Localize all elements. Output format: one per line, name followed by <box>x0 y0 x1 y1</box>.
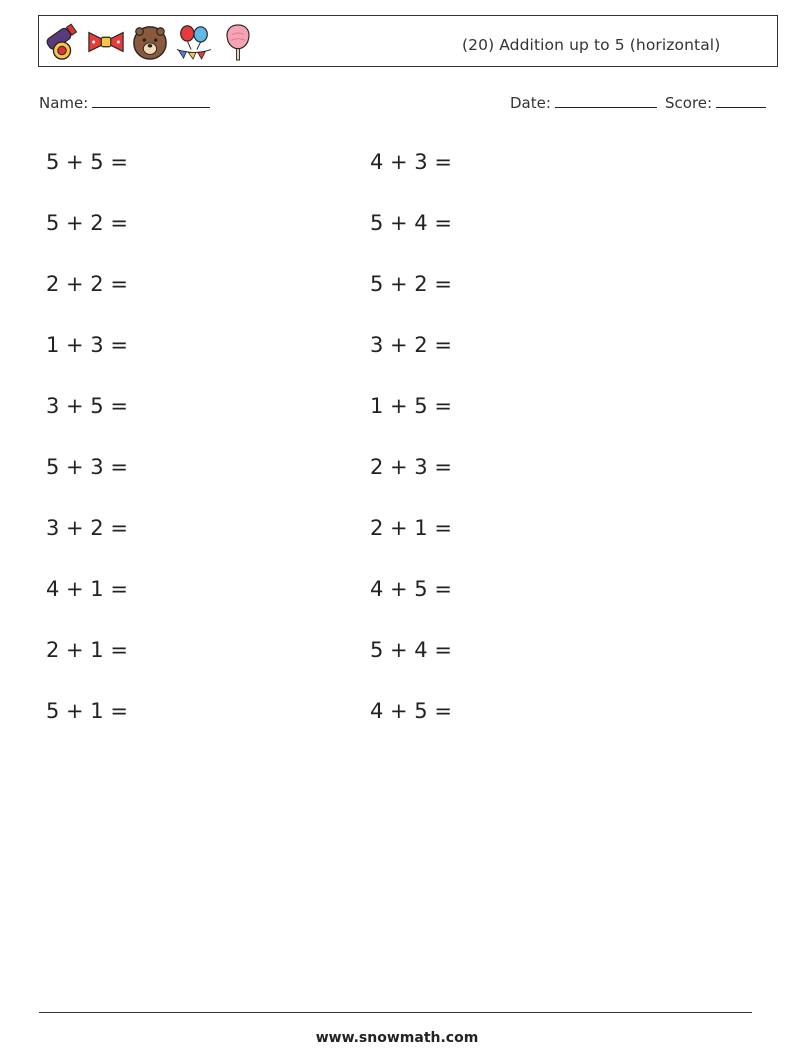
problem-left-3: 2 + 2 = <box>46 272 128 296</box>
problem-right-4: 3 + 2 = <box>370 333 452 357</box>
problem-right-5: 1 + 5 = <box>370 394 452 418</box>
date-label: Date: <box>510 94 551 112</box>
problem-right-3: 5 + 2 = <box>370 272 452 296</box>
problem-left-1: 5 + 5 = <box>46 150 128 174</box>
problem-left-10: 5 + 1 = <box>46 699 128 723</box>
problem-left-9: 2 + 1 = <box>46 638 128 662</box>
problem-left-7: 3 + 2 = <box>46 516 128 540</box>
problem-right-10: 4 + 5 = <box>370 699 452 723</box>
footer-website: www.snowmath.com <box>315 1030 479 1046</box>
problem-left-5: 3 + 5 = <box>46 394 128 418</box>
problem-right-7: 2 + 1 = <box>370 516 452 540</box>
problem-left-4: 1 + 3 = <box>46 333 128 357</box>
problem-right-2: 5 + 4 = <box>370 211 452 235</box>
problem-left-8: 4 + 1 = <box>46 577 128 601</box>
problem-left-2: 5 + 2 = <box>46 211 128 235</box>
name-label: Name: <box>39 94 89 112</box>
problem-right-1: 4 + 3 = <box>370 150 452 174</box>
score-label: Score: <box>665 94 713 112</box>
problem-right-8: 4 + 5 = <box>370 577 452 601</box>
footer-divider <box>39 1012 752 1013</box>
problem-right-6: 2 + 3 = <box>370 455 452 479</box>
problem-right-9: 5 + 4 = <box>370 638 452 662</box>
worksheet-title: (20) Addition up to 5 (horizontal) <box>462 36 721 54</box>
problem-left-6: 5 + 3 = <box>46 455 128 479</box>
